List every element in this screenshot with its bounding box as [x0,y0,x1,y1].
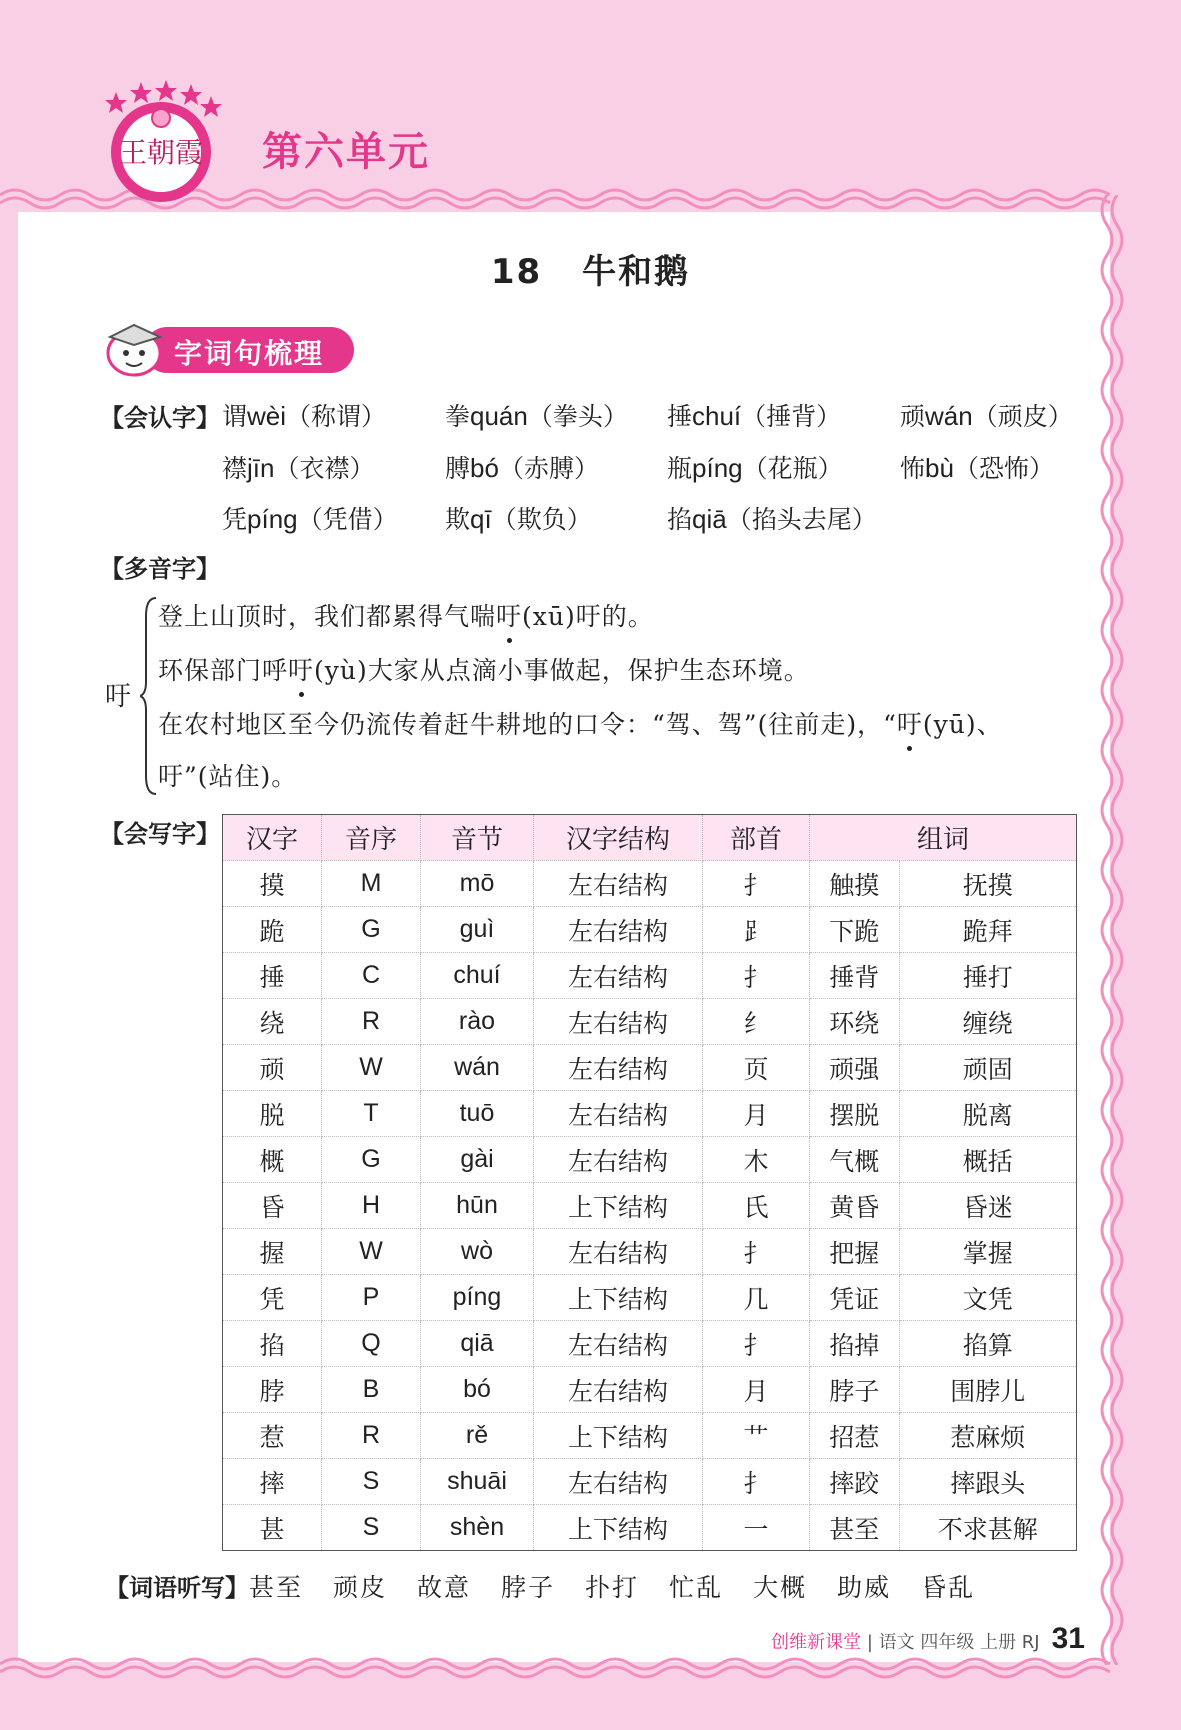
cell-structure: 左右结构 [534,907,703,953]
cell-radical: 扌 [703,1459,810,1505]
recognize-item: 欺qī（欺负） [445,504,592,534]
recognize-item: 掐qiā（掐头去尾） [667,504,877,534]
recognize-item: 膊bó（赤膊） [445,453,599,483]
table-row [223,999,1077,1045]
writing-table [222,814,1077,1551]
cell-word-1: 捶背 [810,953,900,999]
cell-syllable: shuāi [421,1459,534,1505]
cell-radical: 艹 [703,1413,810,1459]
cell-radical: 几 [703,1275,810,1321]
dictation-word: 顽皮 [333,1573,388,1602]
dictation-word: 扑打 [585,1573,640,1602]
cell-char: 甚 [223,1505,322,1551]
cell-structure: 上下结构 [534,1413,703,1459]
cell-char: 惹 [223,1413,322,1459]
dictation-word: 昏乱 [921,1573,976,1602]
cell-char: 绕 [223,999,322,1045]
dictation-label: 【词语听写】 [105,1574,249,1602]
recognize-item: 拳quán（拳头） [445,401,628,431]
cell-word-1: 把握 [810,1229,900,1275]
cell-radical: 扌 [703,1321,810,1367]
lesson-number: 18 [490,252,543,292]
cell-word-2: 文凭 [899,1275,1076,1321]
cell-order: H [322,1183,421,1229]
table-row [223,861,1077,907]
cell-word-2: 缠绕 [899,999,1076,1045]
cell-syllable: chuí [421,953,534,999]
recognize-item: 襟jīn（衣襟） [222,453,375,483]
cell-syllable: rě [421,1413,534,1459]
recognize-item: 瓶píng（花瓶） [667,453,843,483]
cell-radical: 木 [703,1137,810,1183]
cell-order: M [322,861,421,907]
cell-word-1: 触摸 [810,861,900,907]
footer-info: 语文 四年级 上册 RJ [878,1632,1040,1653]
cell-char: 掐 [223,1321,322,1367]
cell-char: 握 [223,1229,322,1275]
logo-text: 王朝霞 [118,136,204,169]
recognize-item: 顽wán（顽皮） [900,401,1073,431]
polyphone-sentence-3: 在农村地区至今仍流传着赶牛耕地的口令：“驾、驾”(往前走)，“吁(yū)、 [158,705,1003,741]
col-header-structure: 汉字结构 [534,815,703,861]
cell-word-1: 气概 [810,1137,900,1183]
cell-word-1: 招惹 [810,1413,900,1459]
dictation-word: 助威 [837,1573,892,1602]
cell-word-2: 昏迷 [899,1183,1076,1229]
cell-char: 昏 [223,1183,322,1229]
recognize-item: 凭píng（凭借） [222,504,398,534]
cell-order: G [322,1137,421,1183]
unit-title: 第六单元 [262,129,430,175]
table-row [223,907,1077,953]
cell-word-2: 掌握 [899,1229,1076,1275]
polyphone-label: 【多音字】 [100,555,220,583]
cell-structure: 上下结构 [534,1505,703,1551]
cell-word-2: 掐算 [899,1321,1076,1367]
cell-char: 摸 [223,861,322,907]
table-row [223,953,1077,999]
mascot-icon [104,321,168,379]
cell-char: 顽 [223,1045,322,1091]
cell-structure: 上下结构 [534,1183,703,1229]
cell-order: S [322,1459,421,1505]
table-row [223,1505,1077,1551]
cell-structure: 左右结构 [534,953,703,999]
cell-order: G [322,907,421,953]
cell-word-1: 顽强 [810,1045,900,1091]
cell-structure: 左右结构 [534,999,703,1045]
cell-structure: 左右结构 [534,1091,703,1137]
cell-char: 跪 [223,907,322,953]
side-wave-border [1097,195,1131,1665]
cell-radical: 氏 [703,1183,810,1229]
polyphone-sentence-2: 环保部门呼吁(yù)大家从点滴小事做起，保护生态环境。 [158,651,810,687]
page-number: 31 [1051,1622,1085,1655]
col-header-order: 音序 [322,815,421,861]
bottom-wave-border [0,1652,1181,1684]
cell-syllable: rào [421,999,534,1045]
table-row [223,1045,1077,1091]
recognize-item: 捶chuí（捶背） [667,401,842,431]
table-row [223,1459,1077,1505]
cell-syllable: wán [421,1045,534,1091]
cell-structure: 左右结构 [534,1367,703,1413]
dictation-word: 忙乱 [669,1573,724,1602]
cell-radical: 扌 [703,953,810,999]
cell-word-2: 捶打 [899,953,1076,999]
cell-word-2: 围脖儿 [899,1367,1076,1413]
polyphone-sentence-4: 吁”(站住)。 [158,762,298,791]
dictation-word: 脖子 [501,1573,556,1602]
cell-char: 脖 [223,1367,322,1413]
table-row [223,1413,1077,1459]
cell-word-1: 脖子 [810,1367,900,1413]
section-badge [104,327,354,373]
table-row [223,1321,1077,1367]
lesson-title [0,244,1181,293]
cell-radical: ⻊ [703,907,810,953]
cell-syllable: wò [421,1229,534,1275]
cell-radical: 扌 [703,1229,810,1275]
cell-syllable: bó [421,1367,534,1413]
cell-word-2: 跪拜 [899,907,1076,953]
cell-syllable: mō [421,861,534,907]
polyphone-char: 吁 [105,682,132,712]
cell-char: 概 [223,1137,322,1183]
cell-syllable: guì [421,907,534,953]
cell-order: R [322,999,421,1045]
col-header-char: 汉字 [223,815,322,861]
cell-word-1: 下跪 [810,907,900,953]
cell-char: 捶 [223,953,322,999]
cell-syllable: hūn [421,1183,534,1229]
cell-word-2: 顽固 [899,1045,1076,1091]
cell-radical: 纟 [703,999,810,1045]
dictation-line [105,1568,1005,1604]
cell-order: S [322,1505,421,1551]
cell-structure: 左右结构 [534,1459,703,1505]
cell-char: 脱 [223,1091,322,1137]
cell-order: Q [322,1321,421,1367]
cell-char: 凭 [223,1275,322,1321]
cell-radical: 月 [703,1091,810,1137]
cell-word-1: 摔跤 [810,1459,900,1505]
cell-radical: 页 [703,1045,810,1091]
cell-structure: 左右结构 [534,1229,703,1275]
col-header-words: 组词 [810,815,1077,861]
section-title: 字词句梳理 [174,337,325,370]
table-row [223,1091,1077,1137]
dictation-word: 故意 [417,1573,472,1602]
cell-structure: 上下结构 [534,1275,703,1321]
cell-word-2: 摔跟头 [899,1459,1076,1505]
cell-syllable: gài [421,1137,534,1183]
col-header-radical: 部首 [703,815,810,861]
cell-order: B [322,1367,421,1413]
cell-structure: 左右结构 [534,1045,703,1091]
cell-word-2: 惹麻烦 [899,1413,1076,1459]
table-row [223,1367,1077,1413]
recognize-item: 怖bù（恐怖） [900,453,1054,483]
polyphone-sentence-1: 登上山顶时，我们都累得气喘吁(xū)吁的。 [158,597,654,633]
cell-structure: 左右结构 [534,1321,703,1367]
dictation-word: 甚至 [249,1573,304,1602]
recognize-item: 谓wèi（称谓） [222,401,387,431]
cell-order: P [322,1275,421,1321]
cell-order: C [322,953,421,999]
brace-icon [140,596,160,796]
cell-word-1: 摆脱 [810,1091,900,1137]
col-header-syllable: 音节 [421,815,534,861]
cell-word-1: 黄昏 [810,1183,900,1229]
brand-logo [96,80,226,205]
table-header-row [223,815,1077,861]
table-row [223,1183,1077,1229]
cell-structure: 左右结构 [534,861,703,907]
cell-syllable: tuō [421,1091,534,1137]
cell-word-2: 概括 [899,1137,1076,1183]
footer-brand: 创维新课堂 [771,1632,862,1653]
cell-syllable: shèn [421,1505,534,1551]
cell-radical: 月 [703,1367,810,1413]
cell-word-2: 不求甚解 [899,1505,1076,1551]
cell-word-1: 掐掉 [810,1321,900,1367]
table-row [223,1137,1077,1183]
page-footer: 创维新课堂 | 语文 四年级 上册 RJ 31 [771,1622,1085,1655]
cell-char: 摔 [223,1459,322,1505]
cell-word-1: 凭证 [810,1275,900,1321]
cell-word-2: 抚摸 [899,861,1076,907]
cell-order: W [322,1229,421,1275]
table-row [223,1275,1077,1321]
table-row [223,1229,1077,1275]
cell-syllable: qiā [421,1321,534,1367]
lesson-name: 牛和鹅 [582,252,691,292]
cell-order: R [322,1413,421,1459]
cell-order: W [322,1045,421,1091]
cell-word-1: 环绕 [810,999,900,1045]
cell-structure: 左右结构 [534,1137,703,1183]
dictation-word: 大概 [753,1573,808,1602]
cell-order: T [322,1091,421,1137]
cell-radical: 一 [703,1505,810,1551]
recognize-label: 【会认字】 [100,404,220,432]
cell-syllable: píng [421,1275,534,1321]
write-label: 【会写字】 [100,820,220,848]
cell-radical: 扌 [703,861,810,907]
cell-word-2: 脱离 [899,1091,1076,1137]
cell-word-1: 甚至 [810,1505,900,1551]
